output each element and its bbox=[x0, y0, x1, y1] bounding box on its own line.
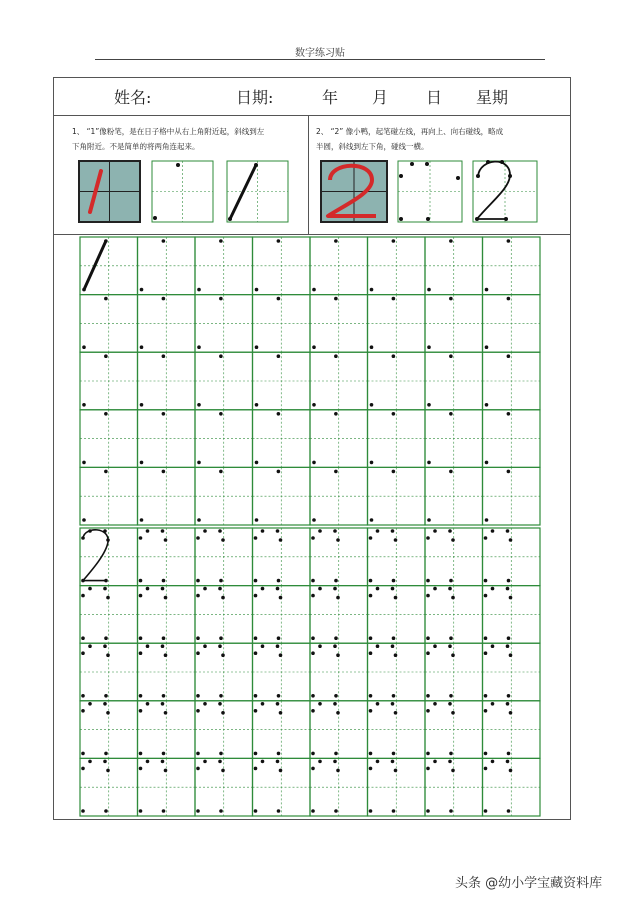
date-label: 日期: bbox=[236, 88, 274, 107]
name-label: 姓名: bbox=[114, 88, 152, 107]
title-rule bbox=[95, 59, 545, 60]
instruction-divider bbox=[308, 116, 309, 235]
instruction-one bbox=[72, 124, 304, 154]
watermark: 头条 @幼小学宝藏资料库 bbox=[455, 876, 603, 891]
instruction-two-line1: 2、 “2” 像小鸭，起笔碰左线，再向上、向右碰线，略成 bbox=[316, 127, 504, 136]
instruction-one-line1: 1、 “1”像粉笔，是在日子格中从右上角附近起，斜线到左 bbox=[72, 127, 265, 136]
page-title: 数字练习贴 bbox=[295, 48, 345, 59]
month-label: 月 bbox=[372, 88, 389, 107]
instruction-two bbox=[316, 124, 566, 154]
day-label: 日 bbox=[426, 88, 443, 107]
header-row bbox=[54, 78, 570, 116]
worksheet bbox=[53, 77, 571, 820]
year-label: 年 bbox=[322, 88, 339, 107]
instruction-two-line2: 半圆，斜线到左下角，碰线一横。 bbox=[316, 142, 429, 151]
weekday-label: 星期 bbox=[476, 88, 509, 107]
instruction-one-line2: 下角附近。不是简单的将两角连起来。 bbox=[72, 142, 200, 151]
